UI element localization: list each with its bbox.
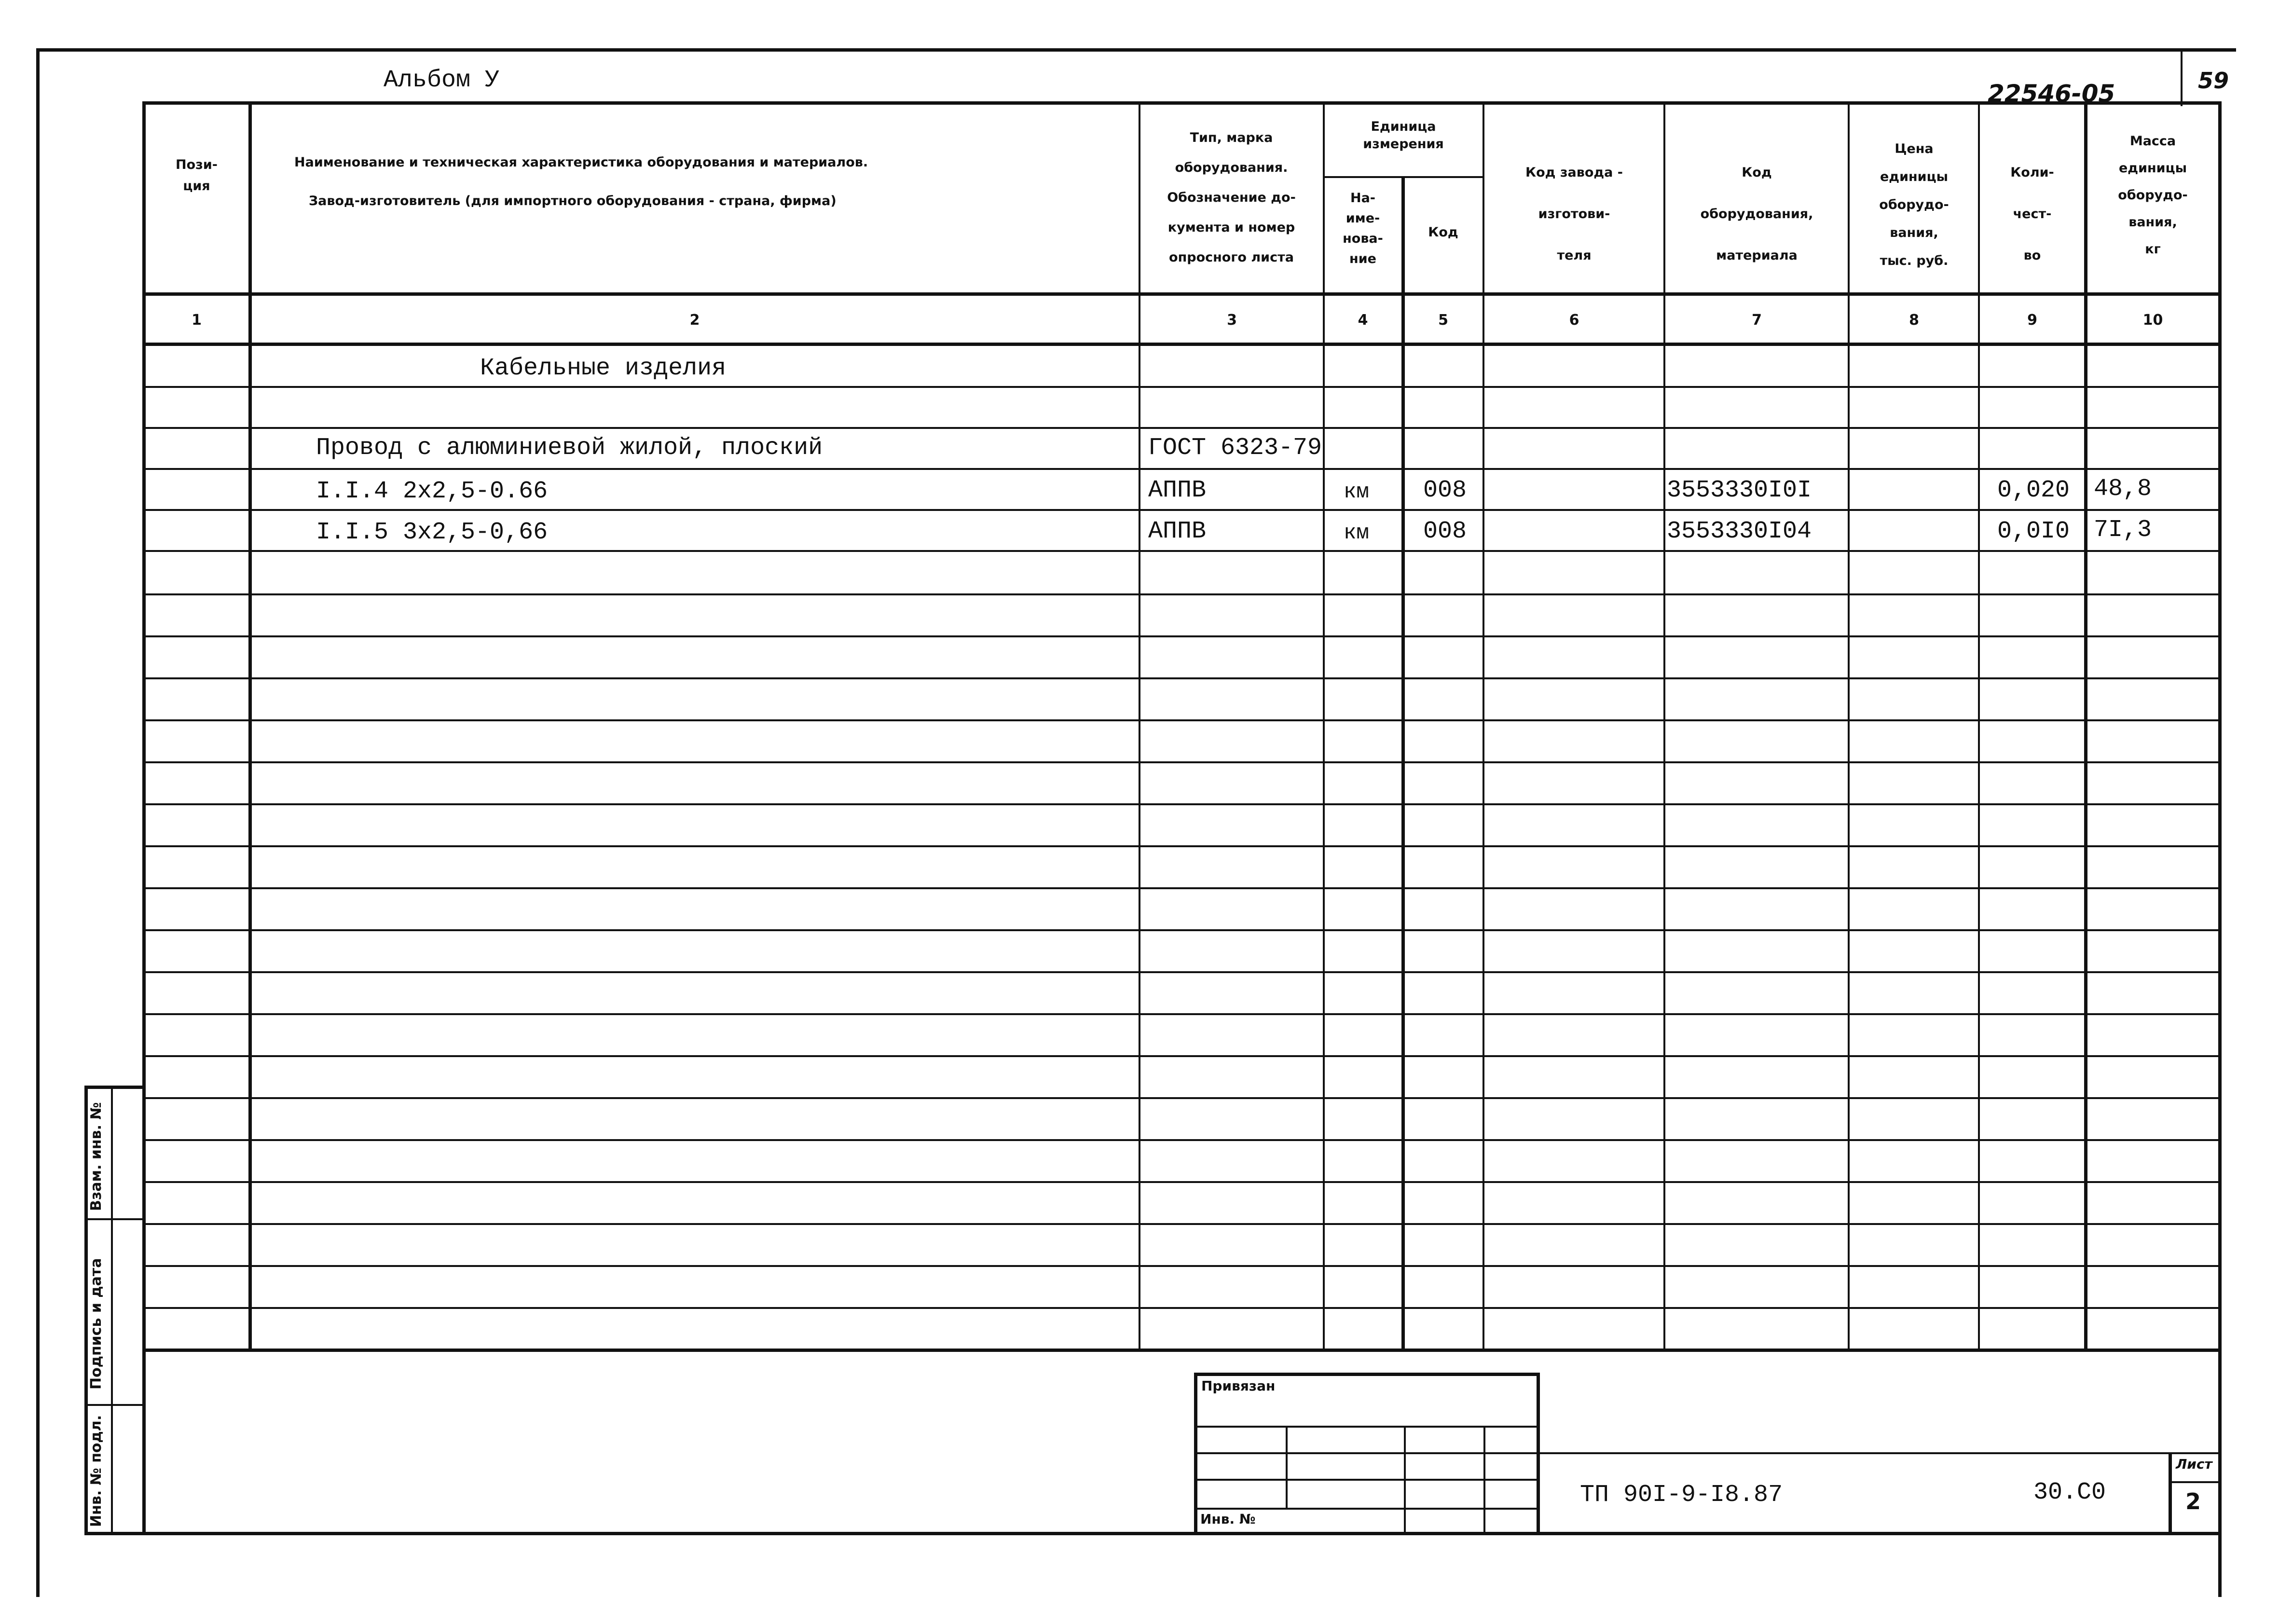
table-row-line <box>142 593 2221 595</box>
privyazan-row-2 <box>1194 1452 1538 1454</box>
side-label-inv-podl: Инв. № подл. <box>88 1415 105 1527</box>
page-number: 59 <box>2198 68 2229 94</box>
colnum-9: 9 <box>2027 312 2037 329</box>
section-title: Кабельные изделия <box>480 355 727 382</box>
colnum-3: 3 <box>1227 312 1237 329</box>
side-label-vzam: Взам. инв. № <box>88 1102 105 1211</box>
row-2-qty: 0,0I0 <box>1997 518 2070 545</box>
row-2-mass: 7I,3 <box>2094 516 2152 544</box>
sheet-box-divider <box>2169 1481 2221 1483</box>
table-row-line <box>142 1265 2221 1267</box>
table-row-line <box>142 427 2221 429</box>
colnum-1: 1 <box>192 312 202 329</box>
privyazan-row-4 <box>1194 1508 1538 1510</box>
side-stamp-left-line <box>84 1086 88 1534</box>
col-line-5 <box>1483 101 1484 1351</box>
header-col8: Цена единицы оборудо- вания, тыс. руб. <box>1879 141 1949 268</box>
table-row-line <box>142 1013 2221 1015</box>
row-2-unit: км <box>1344 521 1369 545</box>
page-num-box-line <box>2181 48 2183 106</box>
table-row-line <box>142 761 2221 763</box>
side-stamp-top-line <box>84 1086 144 1089</box>
col-line-4 <box>1401 176 1405 1351</box>
privyazan-col-3 <box>1483 1426 1485 1532</box>
table-row-line <box>142 971 2221 973</box>
col-line-6 <box>1663 101 1665 1351</box>
frame-top-line <box>36 48 2236 52</box>
row-1-unit: км <box>1344 480 1369 504</box>
table-row-line <box>142 635 2221 637</box>
frame-left-line <box>36 48 40 1597</box>
col-line-8 <box>1978 101 1980 1351</box>
table-row-line <box>142 1139 2221 1141</box>
colnum-bottom-line <box>142 343 2221 346</box>
row-1-unit-code: 008 <box>1423 477 1467 504</box>
header-col1: Пози- ция <box>176 157 218 193</box>
col-line-9 <box>2084 101 2087 1351</box>
doc-number: ТП 90I-9-I8.87 <box>1580 1481 1783 1509</box>
table-row-line <box>142 386 2221 388</box>
table-row-line <box>142 719 2221 721</box>
colnum-8: 8 <box>1909 312 1919 329</box>
privyazan-col-2 <box>1404 1426 1406 1532</box>
colnum-10: 10 <box>2142 312 2163 329</box>
table-bottom-line <box>142 1349 2221 1352</box>
header-col10: Масса единицы оборудо- вания, кг <box>2118 134 2188 257</box>
row-1-name: I.I.4 2x2,5-0.66 <box>316 478 548 505</box>
table-row-line <box>142 509 2221 511</box>
col-line-3 <box>1323 101 1325 1351</box>
sheet-number: 2 <box>2185 1488 2201 1514</box>
colnum-2: 2 <box>689 312 700 329</box>
colnum-6: 6 <box>1569 312 1579 329</box>
row-2-equip-code: 3553330I04 <box>1667 518 1812 545</box>
privyazan-top-line <box>1194 1373 1538 1376</box>
doc-code: 22546-05 <box>1988 80 2115 108</box>
inv-no-label: Инв. № <box>1200 1511 1256 1527</box>
colnum-4: 4 <box>1358 312 1368 329</box>
table-row-line <box>142 803 2221 805</box>
col-line-7 <box>1848 101 1850 1351</box>
header-col3: Тип, марка оборудования. Обозначение до- кумента и номер опросного листа <box>1167 130 1296 265</box>
colnum-5: 5 <box>1438 312 1448 329</box>
header-unit-group: Единица измерения <box>1363 119 1444 151</box>
row-2-type: АППВ <box>1148 518 1207 545</box>
header-col9: Коли- чест- во <box>2010 165 2054 263</box>
privyazan-row-3 <box>1194 1479 1538 1481</box>
row-2-unit-code: 008 <box>1423 518 1467 545</box>
row-1-type: АППВ <box>1148 477 1207 504</box>
row-2-name: I.I.5 3x2,5-0,66 <box>316 519 548 546</box>
row-1-mass: 48,8 <box>2094 475 2152 503</box>
header-bottom-line <box>142 292 2221 296</box>
table-row-line <box>142 550 2221 552</box>
side-stamp-bottom-line <box>84 1532 144 1535</box>
col-line-1 <box>248 101 252 1351</box>
privyazan-label: Привязан <box>1201 1378 1276 1394</box>
table-top-line <box>142 101 2221 105</box>
col-line-right <box>2218 101 2222 1597</box>
table-row-line <box>142 677 2221 679</box>
table-row-line <box>142 1307 2221 1309</box>
group-doc: ГОСТ 6323-79 <box>1148 434 1322 462</box>
table-row-line <box>142 1097 2221 1099</box>
header-col7: Код оборудования, материала <box>1700 165 1813 263</box>
header-col6: Код завода - изготови- теля <box>1525 165 1623 263</box>
privyazan-row-1 <box>1194 1426 1538 1428</box>
table-row-line <box>142 845 2221 847</box>
side-stamp-divider-2 <box>84 1404 144 1406</box>
table-row-line <box>142 468 2221 470</box>
header-col4: На- име- нова- ние <box>1343 191 1383 266</box>
table-row-line <box>142 887 2221 889</box>
side-label-podpis: Подпись и дата <box>88 1258 105 1390</box>
album-title: Альбом У <box>384 67 500 94</box>
section-code: 30.С0 <box>2033 1479 2106 1506</box>
table-row-line <box>142 1055 2221 1057</box>
group-title: Провод с алюминиевой жилой, плоский <box>316 434 823 462</box>
header-col5: Код <box>1428 225 1458 240</box>
table-row-line <box>142 1223 2221 1225</box>
sheet-label: Лист <box>2176 1456 2212 1472</box>
row-1-equip-code: 3553330I0I <box>1667 477 1812 504</box>
title-block-mid-line <box>1537 1452 2221 1454</box>
header-col2: Наименование и техническая характеристика оборудования и материалов. Завод-изготовитель (для импортного оборудования - страна, фирма) <box>294 155 868 208</box>
privyazan-col-1 <box>1286 1426 1288 1508</box>
col-line-2 <box>1139 101 1140 1351</box>
table-row-line <box>142 929 2221 931</box>
colnum-7: 7 <box>1752 312 1762 329</box>
row-1-qty: 0,020 <box>1997 477 2070 504</box>
table-row-line <box>142 1181 2221 1183</box>
side-stamp-divider-1 <box>84 1218 144 1220</box>
side-stamp-mid-line <box>111 1086 113 1534</box>
title-block-bottom-line <box>142 1532 2221 1535</box>
sheet-box-left-line <box>2169 1452 2172 1532</box>
